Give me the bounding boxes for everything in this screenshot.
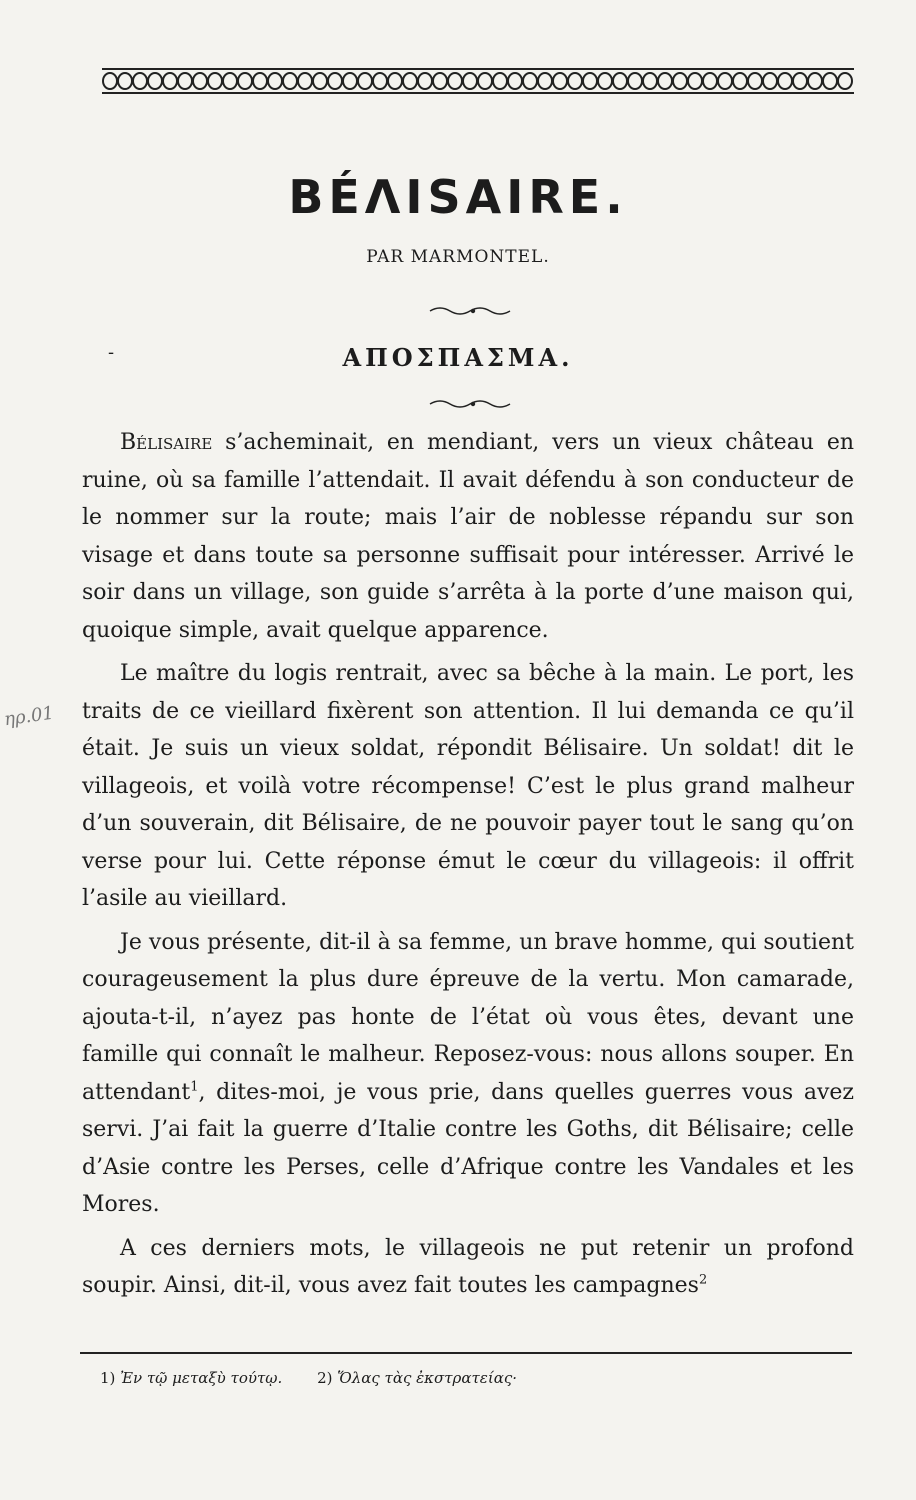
ornament-link — [763, 73, 777, 89]
paragraph-2: Le maître du logis rentrait, avec sa bêche à la main. Le port, les traits de ce vieillard fixèrent son attention. Il lui demanda ce qu’il était. Je suis un vieux soldat, répondit Bélisaire. Un soldat! dit le villageois, et voilà votre récompense! C’est le plus grand malheur d’un souverain, dit Bélisaire, de ne pouvoir payer tout le sang qu’on verse pour lui. Cette réponse émut le cœur du villageois: il offrit l’asile au vieillard. — [82, 661, 854, 911]
ornament-link — [208, 73, 222, 89]
ornament-link — [778, 73, 792, 89]
lead-word: Bélisaire — [120, 430, 213, 455]
ornament-link — [493, 73, 507, 89]
footnote-1-text: Ἐν τῷ μεταξὺ τούτῳ. — [120, 1369, 283, 1387]
footnote-rule — [80, 1352, 852, 1354]
ornament-link — [568, 73, 582, 89]
ornament-link — [103, 73, 117, 89]
ornament-link — [508, 73, 522, 89]
ornament-link — [643, 73, 657, 89]
ornament-link — [583, 73, 597, 89]
flourish-divider — [428, 305, 518, 317]
ornament-link — [718, 73, 732, 89]
ornament-link — [688, 73, 702, 89]
ornament-band — [102, 66, 854, 96]
ornament-link — [223, 73, 237, 89]
ornament-link — [328, 73, 342, 89]
ornament-link — [178, 73, 192, 89]
margin-handwritten-note: ηρ.01 — [2, 702, 56, 731]
footnote-2 — [317, 1369, 517, 1387]
greek-heading: ΑΠΟΣΠΑΣΜΑ. — [342, 343, 574, 372]
paragraph-1 — [82, 424, 854, 649]
byline-author: MARMONTEL. — [410, 247, 550, 267]
ornament-link — [148, 73, 162, 89]
ornament-link — [808, 73, 822, 89]
ornament-link — [658, 73, 672, 89]
footnote-ref-2: 2 — [698, 1272, 708, 1288]
paragraph-1-text: s’acheminait, en mendiant, vers un vieux château en ruine, où sa famille l’attendait. Il avait défendu à son conducteur de le nommer sur la route; mais l’air de noblesse répandu sur son visage et dans toute sa personne suffisait pour intéresser. Arrivé le soir dans un village, son guide s’arrêta à la porte d’une maison qui, quoique simple, avait quelque apparence. — [82, 430, 855, 643]
ornament-link — [628, 73, 642, 89]
footnote-1 — [100, 1369, 287, 1387]
ornament-link — [298, 73, 312, 89]
paragraph-4-text: A ces derniers mots, le villageois ne put retenir un profond soupir. Ainsi, dit-il, vous avez fait toutes les campagnes — [82, 1235, 854, 1298]
ornament-link — [598, 73, 612, 89]
ornament-link — [793, 73, 807, 89]
ornament-link — [268, 73, 282, 89]
dash-mark: - — [108, 342, 115, 363]
ornament-link — [733, 73, 747, 89]
byline — [0, 247, 916, 267]
ornament-link — [403, 73, 417, 89]
footnote-ref-1: 1 — [190, 1079, 199, 1095]
ornament-link — [133, 73, 147, 89]
ornament-link — [448, 73, 462, 89]
ornament-link — [313, 73, 327, 89]
ornament-link — [538, 73, 552, 89]
ornament-link — [703, 73, 717, 89]
ornament-link — [373, 73, 387, 89]
ornament-link — [553, 73, 567, 89]
ornament-link — [358, 73, 372, 89]
ornament-link — [163, 73, 177, 89]
ornament-link — [283, 73, 297, 89]
ornament-link — [193, 73, 207, 89]
paragraph-3-text-b: , dites-moi, je vous prie, dans quelles guerres vous avez servi. J’ai fait la guerre d’Italie contre les Goths, dit Bélisaire; celle d’Asie contre les Perses, celle d’Afrique contre les Vandales et les Mores. — [82, 1079, 854, 1217]
ornament-link — [463, 73, 477, 89]
footnote-2-text: Ὅλας τὰς ἐκστρατείας· — [337, 1369, 518, 1387]
body-text — [82, 424, 854, 1305]
byline-prefix: PAR — [366, 247, 405, 267]
ornament-link — [253, 73, 267, 89]
ornament-link — [238, 73, 252, 89]
footnote-1-mark: 1) — [100, 1369, 116, 1387]
paragraph-3-text-a: Je vous présente, dit-il à sa femme, un brave homme, qui soutient courageusement la plus dure épreuve de la vertu. Mon camarade, ajouta-t-il, n’ayez pas honte de l’état où vous êtes, devant une famille qui connaît le malheur. Reposez-vous: nous allons souper. En attendant — [82, 929, 854, 1105]
ornament-link — [478, 73, 492, 89]
ornament-link — [838, 73, 852, 89]
ornament-link — [433, 73, 447, 89]
footnotes — [100, 1367, 840, 1389]
ornament-link — [673, 73, 687, 89]
footnote-2-mark: 2) — [317, 1369, 333, 1387]
ornament-link — [523, 73, 537, 89]
ornament-link — [823, 73, 837, 89]
ornament-link — [388, 73, 402, 89]
ornament-link — [418, 73, 432, 89]
ornament-link — [748, 73, 762, 89]
ornament-link — [613, 73, 627, 89]
ornament-link — [118, 73, 132, 89]
paragraph-4 — [82, 1230, 854, 1305]
flourish-divider-2 — [428, 398, 518, 410]
paragraph-3 — [82, 924, 854, 1224]
page-title: BÉΛISAIRE. — [288, 170, 628, 224]
ornament-link — [343, 73, 357, 89]
